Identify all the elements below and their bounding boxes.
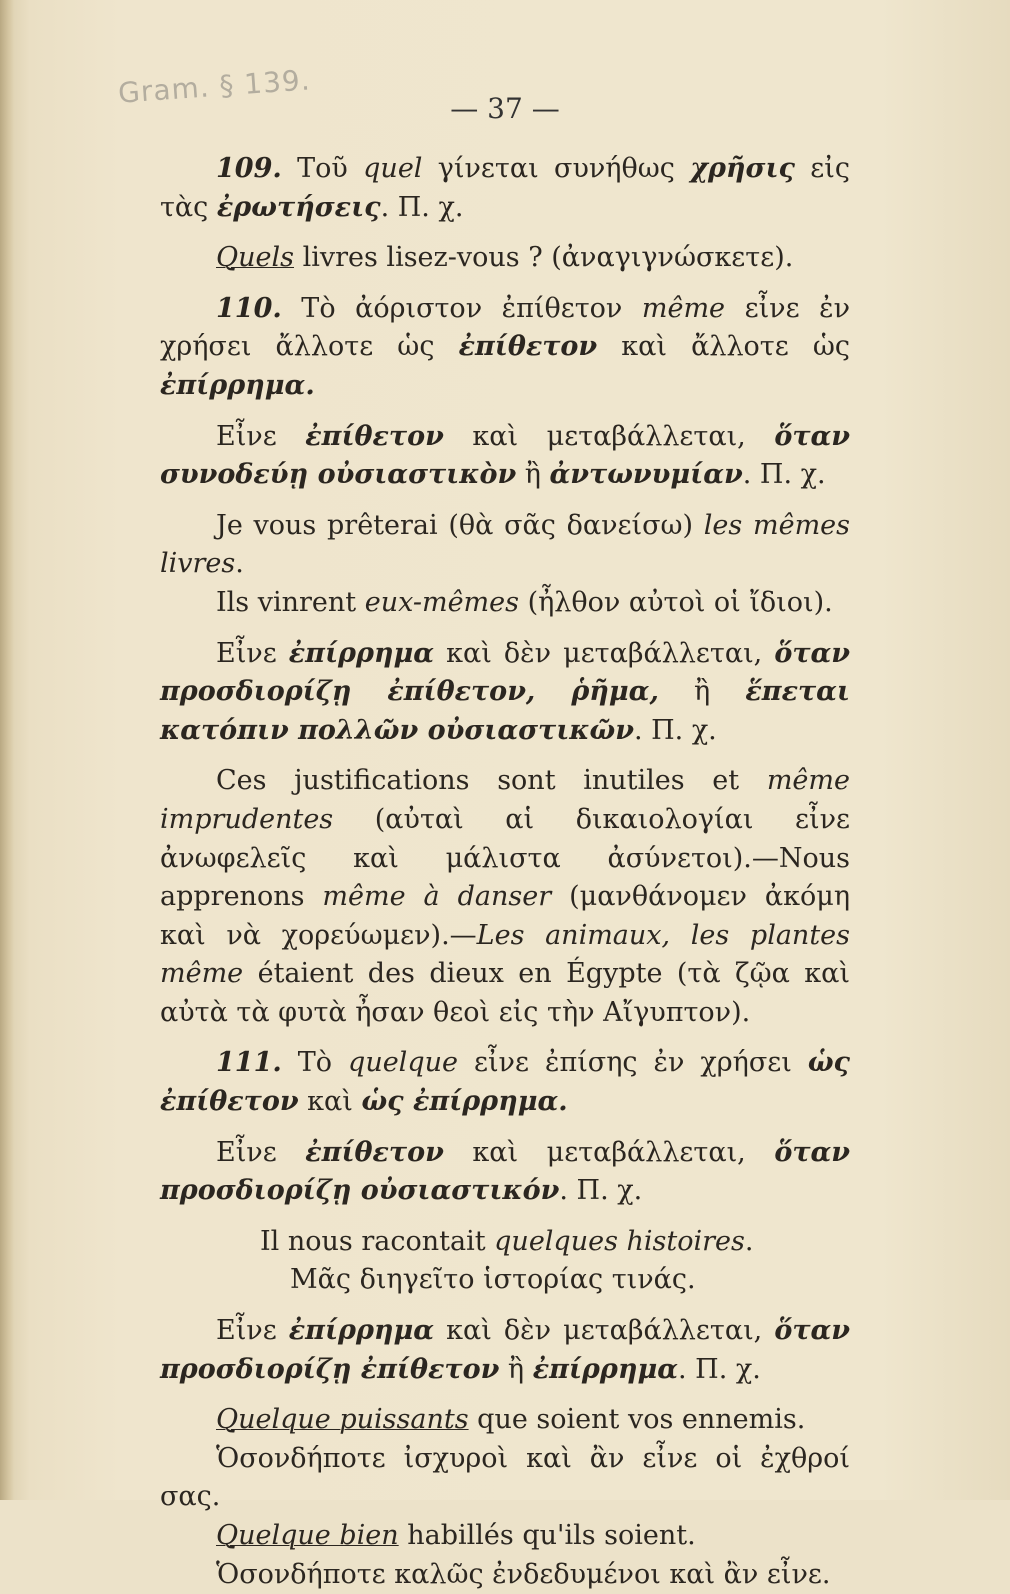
bold-term: ἐπίρρημα [288,637,435,669]
section-109-paragraph [160,150,850,227]
french-term: quel [363,153,423,184]
french-term: Quelque bien [216,1520,399,1551]
text-run: ἢ [516,459,550,491]
section-number: 109. [216,153,282,184]
section-111-paragraph [160,1044,850,1121]
french-term: eux-mêmes [364,586,519,618]
text-run: εἶνε ἐπίσης ἐν χρήσει [457,1047,808,1079]
section-number: 111. [216,1047,282,1079]
text-run: εἶνε ἐν χρήσει ἄλλοτε ὡς [160,292,850,363]
bold-term: ἐπίρρημα [532,1353,679,1385]
text-run: εἰς τὰς [160,153,850,223]
example-line [160,507,850,584]
french-term: quelque [348,1047,458,1079]
bold-term: ἐπίρρημα [288,1315,435,1347]
bold-term: ἐπίθετον [458,331,598,363]
page-number: — 37 — [450,92,560,125]
text-run: . Π. χ. [559,1175,643,1207]
text-run: καὶ ἄλλοτε ὡς [597,331,850,363]
text-run: . Π. χ. [678,1353,761,1385]
bold-term: ἐπίθετον [305,1136,444,1168]
text-run: καὶ δὲν μεταβάλλεται, [434,637,775,669]
bold-term: ὅταν προσδιορίζῃ ἐπίθετον [160,1315,850,1385]
example-line [160,584,850,623]
section-110-paragraph [160,290,850,406]
text-run: Τὸ [281,1047,349,1079]
text-run: livres lisez-vous ? (ἀναγιγνώσκετε). [294,242,794,274]
example-line [160,1517,850,1556]
french-term: même imprudentes [160,765,850,835]
text-run: habillés qu'ils soient. [398,1520,696,1551]
text-run: Εἶνε [216,637,289,669]
text-run: . Π. χ. [380,191,464,223]
bold-term: ὡς ἐπίθετον [160,1047,850,1118]
french-term: Quels [216,242,294,274]
text-run: ἢ [658,676,746,708]
example-line [160,1401,850,1440]
bold-term: ὅταν προσδιορίζῃ ἐπίθετον, ῥῆμα, [160,637,850,708]
example-line [160,239,850,278]
bold-term: ἀντωνυμίαν [549,459,743,491]
text-run: καὶ μεταβάλλεται, [443,1136,775,1168]
french-term: quelques histoires [494,1225,745,1257]
bold-term: ὅταν προσδιορίζῃ οὐσιαστικόν [160,1136,851,1207]
text-run: Τοῦ [281,153,364,184]
text-run: Εἶνε [216,420,306,452]
french-term: les mêmes livres [160,509,851,580]
example-line [160,1223,850,1262]
bold-term: ἐπίρρημα. [160,369,315,401]
text-run: que soient vos ennemis. [468,1404,806,1436]
bold-term: ὅταν συνοδεύῃ οὐσιαστικὸν [160,420,851,491]
text-run: Il nous racontait [260,1225,495,1257]
text-run: Ils vinrent [216,586,365,618]
text-run: Ces justifications sont inutiles et [216,765,767,797]
rule-paragraph [160,1134,850,1211]
section-number: 110. [216,292,282,324]
example-line: Ὁσονδήποτε καλῶς ἐνδεδυμένοι καὶ ἂν εἶνε. [216,1558,831,1590]
text-run: Εἶνε [216,1136,306,1168]
bold-term: ἕπεται κατόπιν πολλῶν οὐσιαστικῶν [160,676,850,746]
bold-term: ὡς ἐπίρρημα. [361,1086,568,1118]
bold-term: ἐρωτήσεις [216,191,381,223]
french-term: Quelque puissants [216,1404,469,1436]
text-run: étaient des dieux en Égypte (τὰ ζῷα καὶ αὐτὰ τὰ φυτὰ ἦσαν θεοὶ εἰς τὴν Αἴγυπτον). [160,958,850,1028]
bold-term: χρῆσις [690,153,795,184]
text-run: καὶ [298,1086,362,1118]
rule-paragraph [160,1312,850,1389]
text-run: . Π. χ. [633,714,717,746]
page-body [160,150,850,1594]
text-run: ἢ [499,1353,533,1385]
text-run: Τὸ ἀόριστον ἐπίθετον [281,292,642,324]
text-run: . [744,1225,754,1257]
rule-paragraph [160,635,850,751]
text-run: Je vous prêterai (θὰ σᾶς δανείσω) [216,509,704,541]
text-run: (αὐταὶ αἱ δικαιολογίαι εἶνε ἀνωφελεῖς καὶ μάλιστα ἀσύνετοι).—Nous apprenons [160,803,850,913]
example-line: Μᾶς διηγεῖτο ἱστορίας τινάς. [290,1264,696,1296]
text-run: (ἦλθον αὐτοὶ οἱ ἴδιοι). [519,586,833,618]
text-run: . [235,548,244,580]
binding-edge [0,0,14,1500]
french-term: Les animaux, les plantes même [160,919,851,990]
example-line: Ὁσονδήποτε ἰσχυροὶ καὶ ἂν εἶνε οἱ ἐχθροί σας. [160,1442,850,1513]
example-paragraph [160,762,850,1032]
text-run: Εἶνε [216,1315,289,1347]
text-run: (μανθάνομεν ἀκόμη καὶ νὰ χορεύωμεν).— [160,881,851,951]
text-run: καὶ δὲν μεταβάλλεται, [434,1315,775,1347]
text-run: . Π. χ. [742,459,826,491]
french-term: même à danser [322,881,552,913]
pencil-annotation: Gram. § 139. [117,63,312,110]
text-run: γίνεται συνήθως [422,153,691,184]
french-term: même [641,292,726,324]
rule-paragraph [160,418,850,495]
bold-term: ἐπίθετον [305,420,444,452]
text-run: καὶ μεταβάλλεται, [443,420,775,452]
